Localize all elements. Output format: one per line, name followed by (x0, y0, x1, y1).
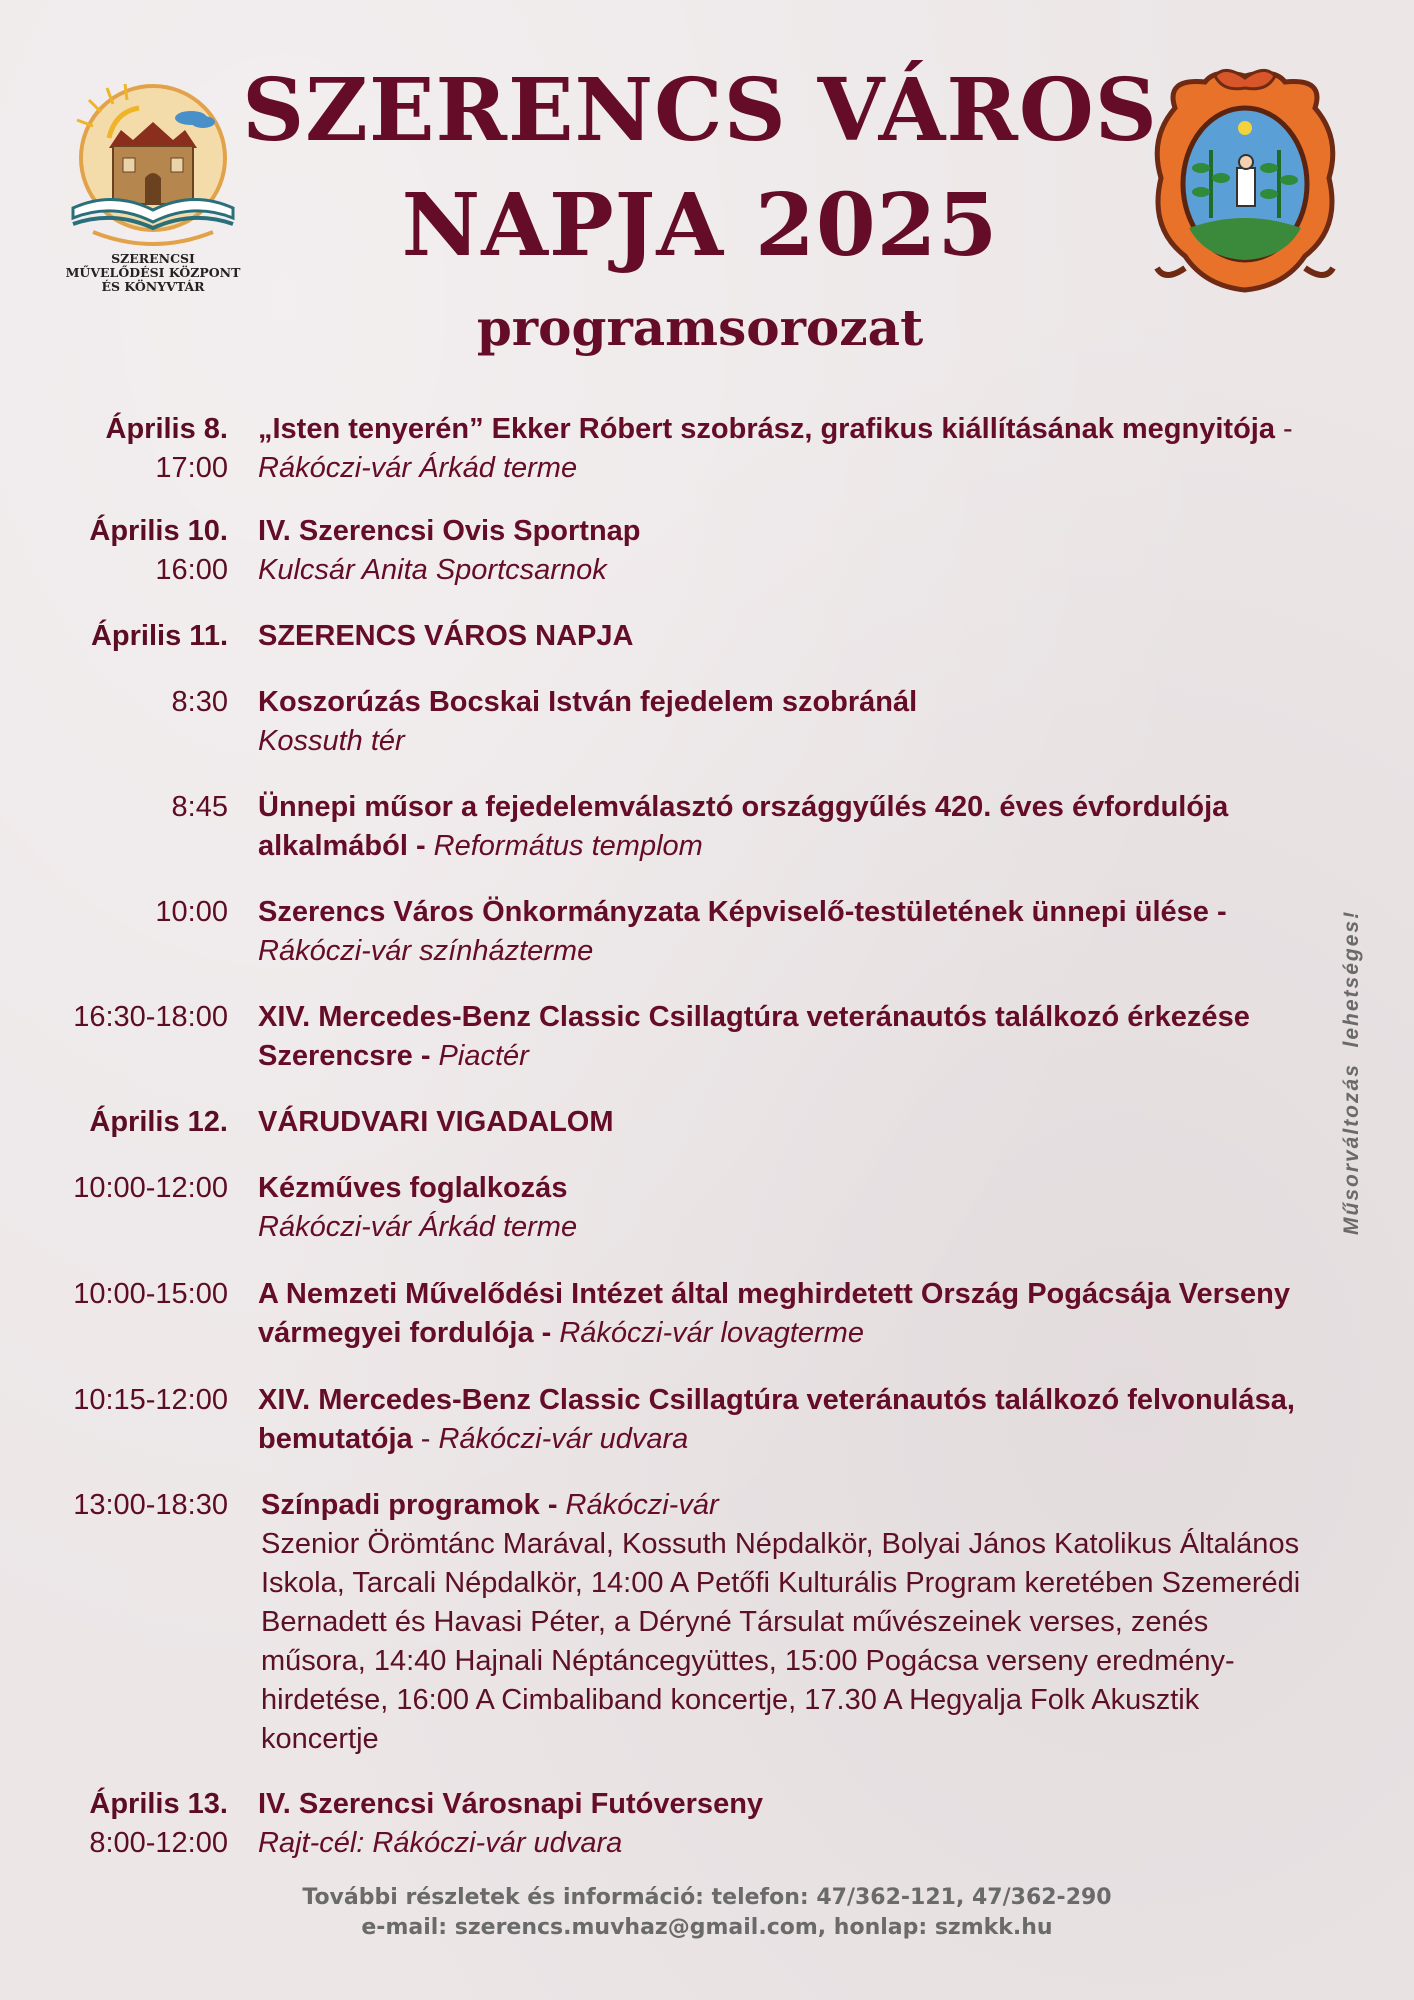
day-heading: VÁRUDVARI VIGADALOM (258, 1106, 614, 1138)
stage-program-details: Szenior Örömtánc Marával, Kossuth Népdalkör, Bolyai János Katolikus Általános Iskola, Tarcali Népdalkör, 14:00 A Petőfi Kulturális Program keretében Szemerédi Bernadett és Havasi Péter, a Déryné Társulat művészeinek verses, zenés műsora, 14:40 Hajnali Néptáncegyüttes, 15:00 Pogácsa verseny eredmény-hirdetése, 16:00 A Cimbaliband koncertje, 17.30 A Hegyalja Folk Akusztik koncertje (261, 1528, 1301, 1755)
page-title-line1: SZERENCS VÁROS (242, 60, 1158, 161)
schedule-description (261, 1486, 1321, 1759)
schedule-description (258, 1785, 1318, 1863)
event-venue: Kulcsár Anita Sportcsarnok (258, 554, 607, 586)
schedule-date: Április 12. (89, 1106, 228, 1138)
schedule-description (258, 1381, 1318, 1459)
event-title: IV. Szerencsi Ovis Sportnap (258, 515, 641, 547)
event-venue: Rákóczi-vár Árkád terme (258, 452, 578, 484)
schedule-description (258, 1275, 1318, 1353)
schedule-when (0, 617, 228, 656)
event-venue: Kossuth tér (258, 725, 405, 757)
event-title: Szerencs Város Önkormányzata Képviselő-testületének ünnepi ülése - (258, 896, 1227, 928)
page-title-line2: NAPJA 2025 (401, 175, 999, 276)
event-venue: Piactér (438, 1040, 529, 1072)
event-venue: Rákóczi-vár (565, 1489, 719, 1521)
schedule-time: 10:15-12:00 (73, 1384, 228, 1416)
event-title: IV. Szerencsi Városnapi Futóverseny (258, 1788, 764, 1820)
schedule-time: 16:00 (155, 554, 228, 586)
schedule-when (0, 512, 228, 590)
page-subtitle: programsorozat (476, 298, 924, 357)
event-title: „Isten tenyerén” Ekker Róbert szobrász, grafikus kiállításának megnyitója (258, 413, 1275, 445)
schedule-time: 10:00 (155, 896, 228, 928)
footer-contact-phone: További részletek és információ: telefon: 47/362-121, 47/362-290 (302, 1885, 1112, 1910)
schedule-description (258, 512, 1318, 590)
schedule-description (258, 1169, 1318, 1247)
separator: - (1274, 413, 1293, 445)
schedule-date: Április 8. (105, 413, 228, 445)
event-venue: Rákóczi-vár Árkád terme (258, 1211, 578, 1243)
schedule-time: 17:00 (155, 452, 228, 484)
schedule-date: Április 13. (89, 1788, 228, 1820)
separator: - (412, 1423, 439, 1455)
logo-caption-line: SZERENCSI (111, 251, 195, 266)
schedule-time: 16:30-18:00 (73, 1001, 228, 1033)
event-venue: Rajt-cél: Rákóczi-vár udvara (258, 1827, 623, 1859)
event-venue: Református templom (433, 830, 703, 862)
schedule-description (258, 410, 1318, 488)
schedule-time: 8:00-12:00 (89, 1827, 228, 1859)
schedule-description (258, 998, 1318, 1076)
schedule-time: 13:00-18:30 (73, 1489, 228, 1521)
schedule-time: 8:45 (171, 791, 228, 823)
schedule-description (258, 683, 1318, 761)
event-title: Koszorúzás Bocskai István fejedelem szobránál (258, 686, 918, 718)
event-title: Ünnepi műsor a fejedelemválasztó országgyűlés 420. éves évfordulója alkalmából - (258, 791, 1229, 862)
event-venue: Rákóczi-vár színházterme (258, 935, 594, 967)
schedule-description (258, 788, 1318, 866)
library-logo (58, 78, 248, 304)
event-venue: Rákóczi-vár udvara (438, 1423, 689, 1455)
schedule-when (0, 1381, 228, 1420)
schedule-when (0, 683, 228, 722)
schedule-time: 10:00-15:00 (73, 1278, 228, 1310)
day-heading: SZERENCS VÁROS NAPJA (258, 620, 634, 652)
schedule-when (0, 1785, 228, 1863)
schedule-when (0, 1169, 228, 1208)
schedule-when (0, 893, 228, 932)
event-venue: Rákóczi-vár lovagterme (559, 1317, 864, 1349)
schedule-description (258, 617, 1318, 656)
schedule-when (0, 1486, 228, 1525)
footer-contact-email: e-mail: szerencs.muvhaz@gmail.com, honlap: szmkk.hu (361, 1915, 1053, 1940)
schedule-description (258, 1103, 1318, 1142)
logo-caption-line: ÉS KÖNYVTÁR (101, 279, 205, 294)
event-title: Kézműves foglalkozás (258, 1172, 568, 1204)
event-title: Színpadi programok - (261, 1489, 566, 1521)
schedule-when (0, 788, 228, 827)
schedule-time: 8:30 (171, 686, 228, 718)
logo-caption-line: MŰVELŐDÉSI KÖZPONT (65, 265, 241, 280)
event-title: XIV. Mercedes-Benz Classic Csillagtúra veteránautós találkozó felvonulása, bemutatója (258, 1384, 1295, 1455)
schedule-when (0, 1103, 228, 1142)
schedule-description (258, 893, 1318, 971)
coat-of-arms (1145, 68, 1345, 296)
library-logo-caption (58, 252, 248, 294)
event-title: A Nemzeti Művelődési Intézet által meghirdetett Ország Pogácsája Verseny vármegyei fordulója - (258, 1278, 1290, 1349)
schedule-date: Április 10. (89, 515, 228, 547)
schedule-time: 10:00-12:00 (73, 1172, 228, 1204)
schedule-date: Április 11. (90, 620, 228, 652)
coat-of-arms-icon (1145, 68, 1345, 296)
library-book-building-icon (63, 78, 243, 248)
schedule-when (0, 1275, 228, 1314)
event-title: XIV. Mercedes-Benz Classic Csillagtúra veteránautós találkozó érkezése Szerencsre - (258, 1001, 1250, 1072)
schedule-when (0, 998, 228, 1037)
schedule-when (0, 410, 228, 488)
program-change-note: Műsorváltozás lehetséges! (1340, 909, 1363, 1235)
